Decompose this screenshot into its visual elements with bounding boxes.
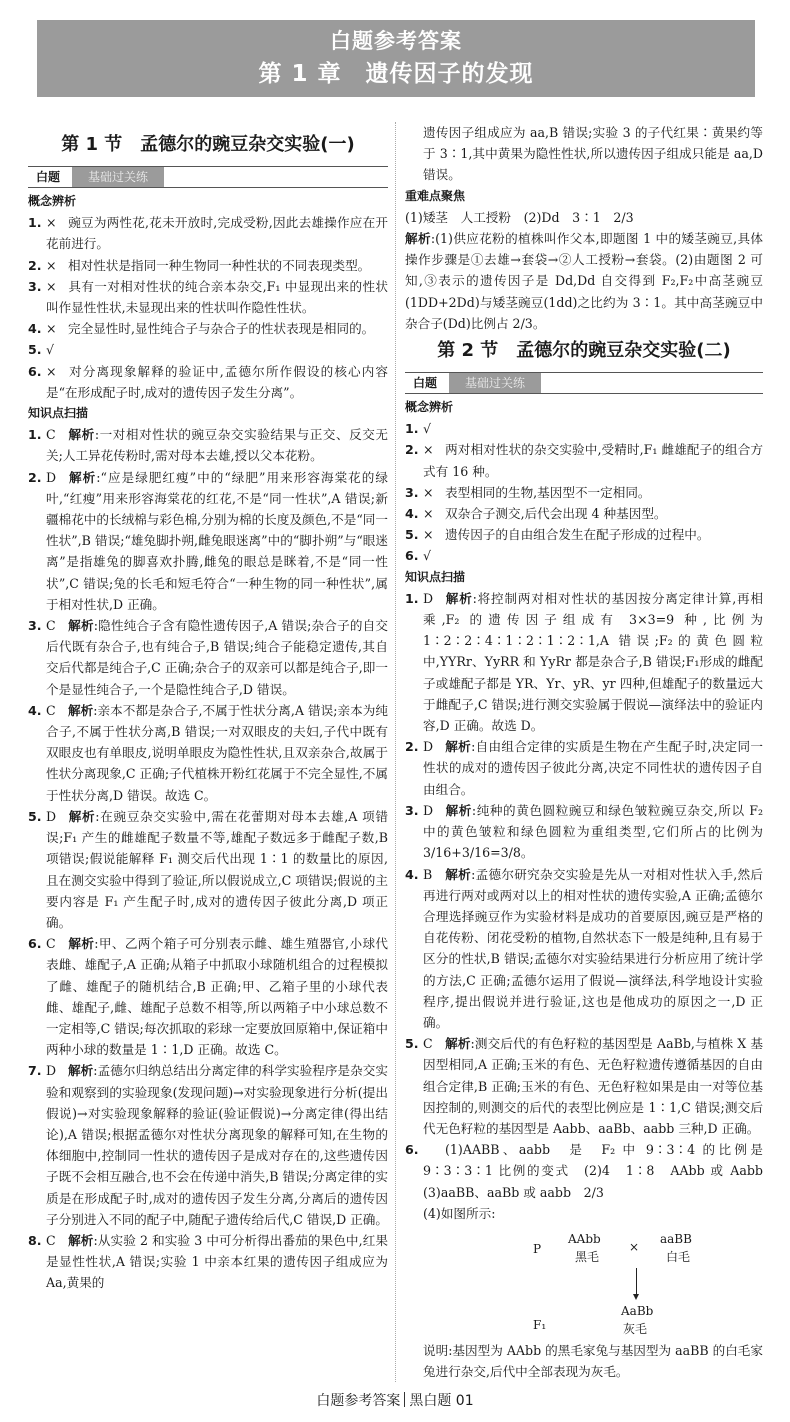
item-answer: × — [46, 321, 57, 337]
item-number: 4. — [28, 321, 42, 337]
parent1-phenotype: 黑毛 — [575, 1249, 600, 1264]
item-answer: D — [46, 1063, 57, 1079]
item-answer: B — [423, 866, 433, 882]
item-number: 3. — [405, 802, 419, 818]
analysis-label: 解析 — [68, 936, 95, 952]
section-tag-bar — [28, 166, 388, 188]
subsection-title: 概念辨析 — [28, 194, 77, 208]
item-number: 8. — [28, 1232, 42, 1248]
analysis-label: 解析 — [445, 590, 473, 606]
item-answer: × — [46, 215, 57, 231]
answer-item — [405, 439, 763, 481]
tag-label: 白题 — [36, 170, 61, 184]
item-answer: × — [423, 506, 434, 522]
item-text: :一对相对性状的豌豆杂交实验结果与正交、反交无关;人工异花传粉时,需对母本去雄,授以父本花粉。 — [46, 427, 388, 464]
answer-item — [28, 212, 388, 254]
section-heading: 第 1 节 孟德尔的豌豆杂交实验(一) — [61, 134, 355, 155]
item-number: 5. — [405, 1036, 419, 1052]
item-answer: × — [46, 257, 57, 273]
parent1-genotype: AAbb — [568, 1231, 601, 1246]
analysis-label: 解析 — [405, 231, 431, 247]
item-answer: C — [46, 427, 56, 443]
section-tag-bar — [405, 372, 763, 394]
parent2-phenotype: 白毛 — [666, 1249, 691, 1264]
item-answer: D — [423, 739, 434, 755]
item-number: 2. — [28, 257, 42, 273]
chapter-title: 第 1 章 遗传因子的发现 — [258, 61, 534, 87]
generation-p-label: P — [533, 1241, 542, 1256]
item-text: :亲本不都是杂合子,不属于性状分离,A 错误;亲本为纯合子,不属于性状分离,B 错误;一对双眼皮的夫妇,子代中既有双眼皮也有单眼皮,说明单眼皮为隐性性状,且双亲杂合,故属于性状分离现象,C 正确;子代植株开粉红花属于不完全显性,不属于性状分离,D 错误。故选 C。 — [46, 702, 389, 803]
item-text: 两对相对性状的杂交实验中,受精时,F₁ 雌雄配子的组合方式有 16 种。 — [423, 442, 763, 479]
item-answer: D — [423, 590, 434, 606]
item-number: 5. — [28, 342, 42, 358]
down-arrow-icon — [636, 1268, 637, 1298]
analysis-label: 解析 — [445, 1036, 471, 1052]
item-text: :“应是绿肥红瘦”中的“绿肥”用来形容海棠花的绿叶,“红瘦”用来形容海棠花的红花,不是“同一性状”,A 错误;新疆棉花中的长绒棉与彩色棉,分别为棉的长度及颜色,不是“同一性状”,B 错误;“雄兔脚扑朔,雌兔眼迷离”中的“脚扑朔”与“眼迷离”是指雄兔的脚喜欢扑腾,雌兔的眼总是眯着,不是“同一性状”,C 错误;兔的长毛和短毛符合“一种生物的同一种性状”,属于相对性状,D 正确。 — [46, 469, 389, 612]
item-number: 4. — [28, 702, 42, 718]
item-number: 1. — [28, 215, 42, 231]
footer-separator — [404, 1392, 405, 1407]
item-number: 2. — [28, 469, 42, 485]
footer-title: 白题参考答案 — [316, 1393, 401, 1410]
answer-item — [405, 503, 763, 524]
subsection-title: 知识点扫描 — [405, 569, 466, 584]
item-answer: C — [46, 618, 56, 634]
item-answer: × — [46, 363, 57, 379]
paragraph — [405, 228, 763, 334]
item-number: 3. — [28, 618, 42, 634]
item-text: :隐性纯合子含有隐性遗传因子,A 错误;杂合子的自交后代既有杂合子,也有纯合子,B 错误;纯合子能稳定遗传,其自交后代都是纯合子,C 正确;杂合子的双亲可以都是纯合子,即一个是显性纯合子,一个是隐性纯合子,D 错误。 — [46, 618, 389, 697]
analysis-label: 解析 — [68, 1063, 94, 1079]
answer-item — [405, 482, 763, 503]
answer-item — [28, 318, 388, 339]
answer-item — [28, 424, 388, 466]
page-footer — [0, 1392, 790, 1422]
paragraph — [405, 122, 763, 186]
parent2-genotype: aaBB — [660, 1231, 692, 1246]
tag-category: 基础过关练 — [72, 167, 164, 187]
answer-item — [405, 1033, 763, 1139]
right-column — [395, 122, 776, 1382]
footer-page: 黑白题 01 — [409, 1393, 474, 1410]
item-text: 相对性状是指同一种生物同一种性状的不同表现类型。 — [68, 257, 371, 273]
answer-item — [405, 1139, 776, 1203]
answer-item — [405, 588, 763, 736]
answer-item — [405, 864, 763, 1034]
item-answer: × — [46, 278, 57, 294]
paragraph — [405, 1340, 763, 1382]
item-number: 1. — [28, 427, 42, 443]
analysis-label: 解析 — [68, 702, 94, 718]
item-number: 3. — [28, 278, 42, 294]
paragraph-text: (1)矮茎 人工授粉 (2)Dd 3∶1 2/3 — [405, 209, 634, 225]
item-number: 6. — [28, 936, 42, 952]
answer-item — [28, 1060, 388, 1230]
item-number: 4. — [405, 866, 419, 882]
answer-item — [28, 467, 388, 615]
item-answer: C — [46, 1232, 56, 1248]
analysis-label: 解析 — [445, 866, 472, 882]
columns — [0, 122, 790, 1382]
answer-item — [28, 1230, 388, 1294]
tag-label: 白题 — [413, 376, 438, 391]
analysis-label: 解析 — [445, 739, 472, 755]
answer-item — [405, 418, 763, 439]
item-answer: × — [423, 484, 434, 500]
answer-item — [405, 524, 763, 545]
item-text: :孟德尔研究杂交实验是先从一对相对性状入手,然后再进行两对或两对以上的相对性状的遗传实验,A 正确;孟德尔合理选择豌豆作为实验材料是成功的首要原因,豌豆是严格的自花传粉、闭花受粉的植物,自然状态下一般是纯种,且有易于区分的性状,B 错误;孟德尔对实验结果进行分析应用了统计学的方法,C 正确;孟德尔运用了假说—演绎法,科学地设计实验程序,提出假说并进行验证,这也是他成功的原因之一,D 正确。 — [423, 866, 764, 1030]
item-answer: D — [423, 802, 434, 818]
paragraph-text: 说明:基因型为 AAbb 的黑毛家兔与基因型为 aaBB 的白毛家兔进行杂交,后代中全部表现为灰毛。 — [423, 1342, 763, 1380]
paragraph — [405, 207, 763, 228]
answer-item — [28, 339, 388, 360]
item-text: :甲、乙两个箱子可分别表示雌、雄生殖器官,小球代表雌、雄配子,A 正确;从箱子中抓取小球随机组合的过程模拟了雌、雄配子的随机结合,B 正确;甲、乙箱子里的小球代表雌、雄配子,雌、雄配子总数不相等,所以两箱子中小球总数不一定相等,C 错误;每次抓取的彩球一定要放回原箱中,保证箱中两种小球的数量是 1∶1,D 正确。故选 C。 — [46, 936, 389, 1058]
item-number: 5. — [405, 527, 419, 543]
item-text: 豌豆为两性花,花未开放时,完成受粉,因此去雄操作应在开花前进行。 — [46, 215, 388, 252]
item-answer: × — [423, 527, 434, 543]
item-number: 1. — [405, 590, 419, 606]
item-number: 7. — [28, 1063, 42, 1079]
generation-f1-label: F₁ — [533, 1317, 547, 1332]
item-text: :测交后代的有色籽粒的基因型是 AaBb,与植株 X 基因型相同,A 正确;玉米的有色、无色籽粒遗传遵循基因的自由组合定律,B 正确;玉米的有色、无色籽粒如果是由一对等位基因控制的,则测交的后代的表型比例应是 1∶1,C 错误;测交后代无色籽粒的基因型是 Aabb、aaBb、aabb 三种,D 正确。 — [423, 1036, 763, 1136]
item-answer: √ — [423, 548, 432, 564]
genetic-cross-diagram — [423, 1224, 763, 1340]
answer-item — [28, 255, 388, 276]
analysis-label: 解析 — [68, 427, 95, 443]
subsection-title: 重难点聚焦 — [405, 188, 466, 203]
subsection-title: 概念辨析 — [405, 400, 454, 415]
item-answer: C — [46, 702, 56, 718]
item-answer: D — [46, 469, 57, 485]
item-text: 完全显性时,显性纯合子与杂合子的性状表现是相同的。 — [68, 321, 375, 337]
paragraph-text: 遗传因子组成应为 aa,B 错误;实验 3 的子代红果∶黄果约等于 3∶1,其中黄果为隐性性状,所以遗传因子组成只能是 aa,D 错误。 — [423, 125, 763, 183]
item-answer: D — [46, 808, 57, 824]
item-number: 2. — [405, 739, 419, 755]
item-number: 5. — [28, 808, 42, 824]
item-text: 对分离现象解释的验证中,孟德尔所作假设的核心内容是“在形成配子时,成对的遗传因子发生分离”。 — [46, 363, 388, 400]
item-number: 3. — [405, 484, 419, 500]
item-answer: C — [423, 1036, 433, 1052]
tag-category: 基础过关练 — [449, 373, 541, 393]
item-text: 遗传因子的自由组合发生在配子形成的过程中。 — [445, 527, 710, 543]
item-text: :在豌豆杂交实验中,需在花蕾期对母本去雄,A 项错误;F₁ 产生的雌雄配子数量不等,雄配子数远多于雌配子数,B 项错误;假说能解释 F₁ 测交后代出现 1∶1 的数量比的原因,且在测交实验中得到了验证,所以假说成立,C 项错误;假说的主要内容是 F₁ 产生配子时,成对的遗传因子彼此分离,D 项正确。 — [46, 808, 388, 930]
answer-item — [28, 806, 388, 933]
answer-item — [405, 800, 763, 864]
answer-item — [28, 615, 388, 700]
analysis-label: 解析 — [68, 1232, 94, 1248]
item-text: :纯种的黄色圆粒豌豆和绿色皱粒豌豆杂交,所以 F₂ 中的黄色皱粒和绿色圆粒为重组类型,它们所占的比例为 3/16+3/16=3/8。 — [423, 802, 763, 861]
item-text: :从实验 2 和实验 3 中可分析得出番茄的果色中,红果是显性性状,A 错误;实验 1 中亲本红果的遗传因子组成应为 Aa,黄果的 — [46, 1232, 389, 1291]
answer-item — [405, 736, 763, 800]
cross-symbol: × — [629, 1239, 640, 1254]
item-text: :将控制两对相对性状的基因按分离定律计算,再相乘,F₂ 的遗传因子组成有 3×3=9 种,比例为 1∶2∶2∶4∶1∶2∶1∶2∶1,A 错误;F₂的黄色圆粒中,YYRr、YyRR 和 YyRr 都是杂合子,B 错误;F₁形成的雌配子或雄配子都是 YR、Yr、yR、yr 四种,但雄配子的数量远大于雌配子,C 错误;进行测交实验属于假说—演绎法中的验证内容,D 正确。故选 D。 — [423, 590, 764, 734]
item-answer: × — [423, 442, 434, 458]
subsection-title: 知识点扫描 — [28, 406, 89, 421]
answer-item — [28, 700, 388, 806]
section-heading: 第 2 节 孟德尔的豌豆杂交实验(二) — [437, 340, 731, 362]
answer-item — [28, 361, 388, 403]
paragraph-text: (4)如图所示: — [423, 1205, 496, 1221]
item-answer: √ — [46, 342, 55, 358]
item-text: :自由组合定律的实质是生物在产生配子时,决定同一性状的成对的遗传因子彼此分离,决定不同性状的遗传因子自由组合。 — [423, 739, 764, 797]
item-text: (1)AABB、aabb 是 F₂ 中 9∶3∶4 的比例是 9∶3∶3∶1 比例的变式 (2)4 1∶8 AAbb 或 Aabb (3)aaBB、aaBb 或 aabb 2/3 — [423, 1142, 776, 1200]
item-answer: C — [46, 936, 56, 952]
item-number: 6. — [405, 1142, 419, 1158]
item-number: 2. — [405, 442, 419, 458]
offspring-phenotype: 灰毛 — [623, 1321, 648, 1336]
offspring-genotype: AaBb — [621, 1303, 654, 1318]
item-text: :孟德尔归纳总结出分离定律的科学实验程序是杂交实验和观察到的实验现象(发现问题)→对实验现象进行分析(提出假说)→对实验现象解释的验证(验证假说)→分离定律(得出结论),A 错误;根据孟德尔对性状分离现象的解释可知,在生物的体细胞中,控制同一性状的遗传因子是成对存在的,这些遗传因子既不会相互融合,也不会在传递中消失,B 错误;分离定律的实质是在形成配子时,成对的遗传因子发生分离,分离后的遗传因子分别进入不同的配子中,随配子遗传给后代,C 错误,D 正确。 — [46, 1063, 388, 1227]
item-number: 6. — [28, 363, 42, 379]
analysis-label: 解析 — [68, 469, 97, 485]
analysis-label: 解析 — [68, 808, 96, 824]
answer-item — [405, 545, 763, 566]
answer-item — [28, 933, 388, 1060]
left-column — [28, 122, 388, 1294]
item-number: 1. — [405, 421, 419, 437]
analysis-label: 解析 — [445, 802, 472, 818]
paragraph — [405, 1203, 763, 1224]
banner-title: 白题参考答案 — [330, 29, 462, 53]
item-number: 4. — [405, 506, 419, 522]
paragraph-text: :(1)供应花粉的植株叫作父本,即题图 1 中的矮茎豌豆,具体操作步骤是①去雄→套袋→②人工授粉→套袋。(2)由题图 2 可知,③表示的遗传因子是 Dd,Dd 自交得到 F₂,F₂中高茎豌豆(1DD+2Dd)与矮茎豌豆(1dd)之比约为 3∶1。其中高茎豌豆中杂合子(Dd)比例占 2/3。 — [405, 231, 764, 331]
item-answer: √ — [423, 421, 432, 437]
analysis-label: 解析 — [68, 618, 94, 634]
item-text: 表型相同的生物,基因型不一定相同。 — [445, 484, 651, 500]
item-number: 6. — [405, 548, 419, 564]
item-text: 双杂合子测交,后代会出现 4 种基因型。 — [445, 506, 667, 522]
answer-item — [28, 276, 388, 318]
item-text: 具有一对相对性状的纯合亲本杂交,F₁ 中显现出来的性状叫作显性性状,未显现出来的性状叫作隐性性状。 — [46, 278, 388, 316]
